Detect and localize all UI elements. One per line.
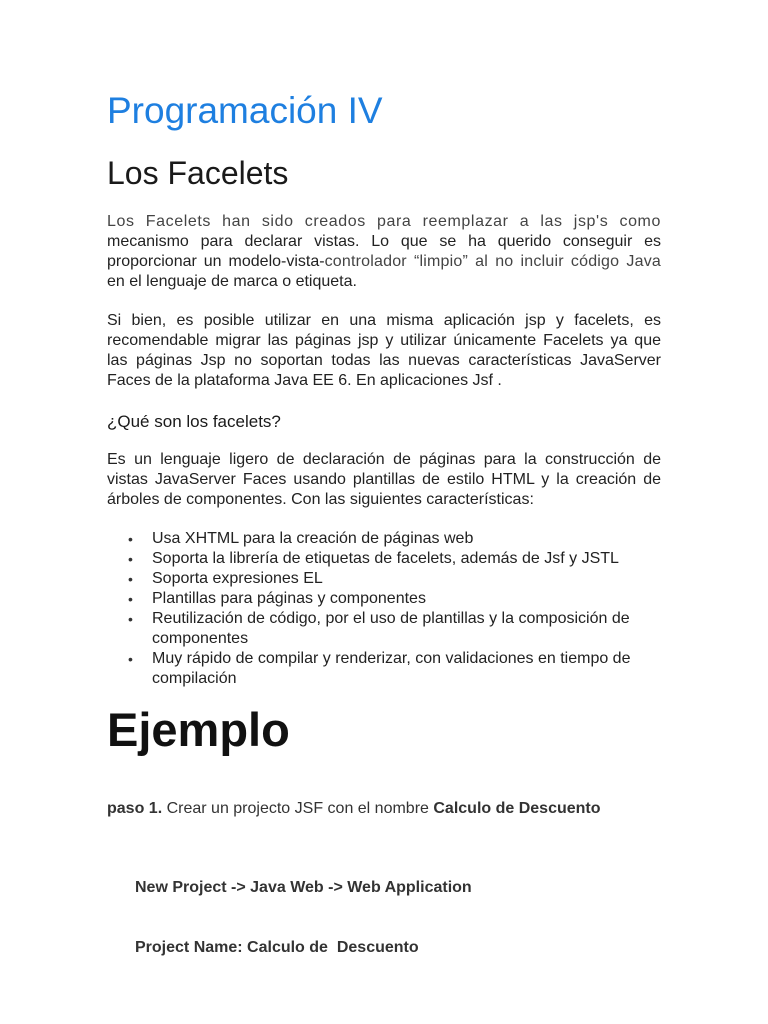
list-item-text: Soporta la librería de etiquetas de facelets, además de Jsf y JSTL: [152, 550, 619, 567]
bullet-icon: •: [128, 651, 133, 667]
bullet-icon: •: [128, 591, 133, 607]
step-text: Crear un projecto JSF con el nombre: [162, 800, 434, 817]
list-item-text: Soporta expresiones EL: [152, 570, 323, 587]
list-item-text: Muy rápido de compilar y renderizar, con validaciones en tiempo de compilación: [152, 650, 631, 687]
paragraph-migration: Si bien, es posible utilizar en una misma aplicación jsp y facelets, es recomendable migrar las páginas jsp y utilizar únicamente Facelets ya que las páginas Jsp no soportan todas las nuevas características JavaServer Faces de la plataforma Java EE 6. En aplicaciones Jsf .: [107, 312, 661, 389]
section-title: Los Facelets: [107, 155, 289, 191]
list-item: [107, 649, 661, 689]
list-item: [107, 549, 661, 569]
step-label: paso 1.: [107, 800, 163, 817]
features-list: [107, 529, 661, 689]
list-item: [107, 529, 661, 549]
bullet-icon: •: [128, 571, 133, 587]
intro-text-2: en el lenguaje de marca o etiqueta.: [107, 273, 357, 290]
bullet-icon: •: [128, 531, 133, 547]
list-item: [107, 569, 661, 589]
paragraph-definition: Es un lenguaje ligero de declaración de páginas para la construcción de vistas JavaServer Faces usando plantillas de estilo HTML y la creación de árboles de componentes. Con las siguientes características:: [107, 451, 661, 508]
intro-paragraph: [107, 212, 661, 292]
intro-text-1: mecanismo para declarar vistas. Lo que se ha querido conseguir es proporcionar un modelo-vista-: [107, 233, 661, 270]
project-setup-lines: [135, 838, 472, 998]
step-project-name: Calculo de Descuento: [433, 800, 601, 817]
bullet-icon: •: [128, 611, 133, 627]
list-item: [107, 609, 661, 649]
list-item-text: Reutilización de código, por el uso de plantillas y la composición de componentes: [152, 610, 630, 647]
project-name-line: Project Name: Calculo de Descuento: [135, 939, 419, 956]
list-item: [107, 589, 661, 609]
new-project-path: New Project -> Java Web -> Web Application: [135, 879, 472, 896]
intro-muted-text-2: controlador “limpio” al no incluir código Java: [324, 253, 661, 270]
list-item-text: Usa XHTML para la creación de páginas web: [152, 530, 474, 547]
intro-muted-text: Los Facelets han sido creados para reemplazar a las jsp's como: [107, 213, 661, 230]
document-title: Programación IV: [107, 90, 383, 131]
list-item-text: Plantillas para páginas y componentes: [152, 590, 426, 607]
step-1-line: [107, 799, 601, 819]
example-heading: Ejemplo: [107, 703, 290, 756]
subheading-what-are-facelets: ¿Qué son los facelets?: [107, 412, 281, 431]
bullet-icon: •: [128, 551, 133, 567]
